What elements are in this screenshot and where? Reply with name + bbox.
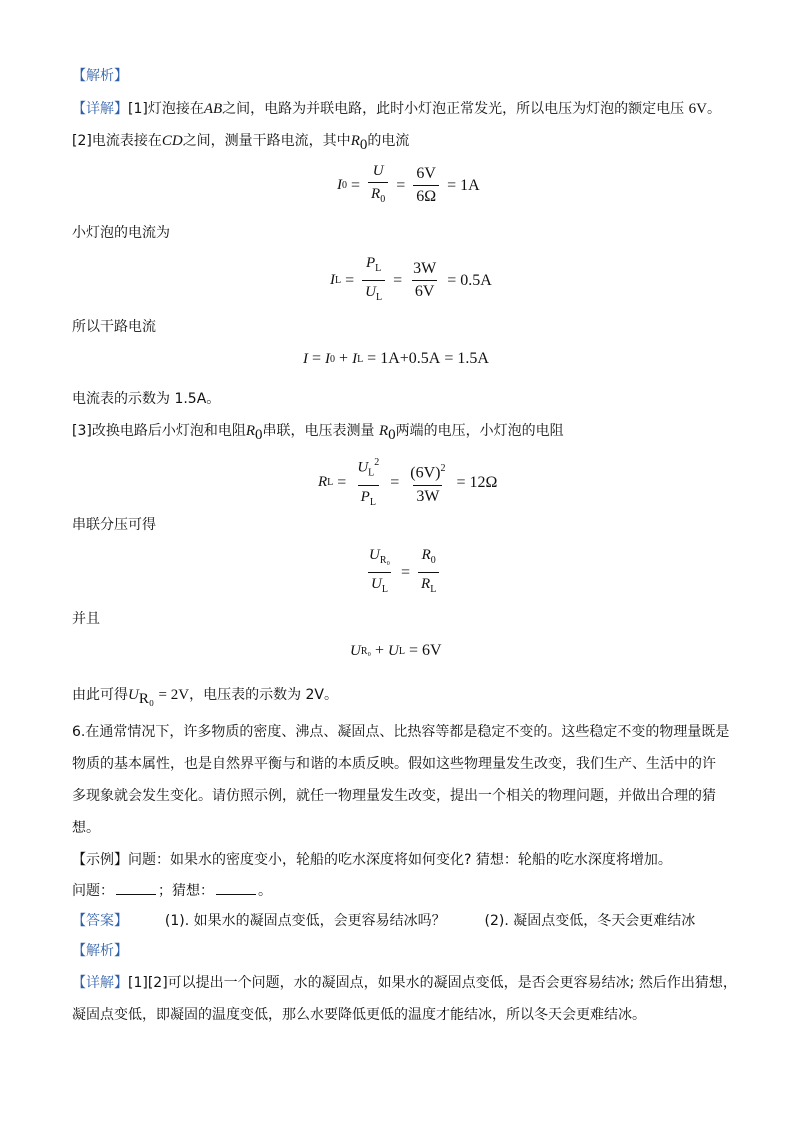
text-and: 并且: [72, 611, 100, 627]
answer-line: [72, 911, 695, 931]
text-series-divide: 串联分压可得: [72, 517, 156, 533]
analysis-label-2: 【解析】: [72, 943, 128, 959]
answer-2: (2). 凝固点变低，冬天会更难结冰: [484, 913, 696, 929]
question-6-line-3: 多现象就会发生变化。请仿照示例，就任一物理量发生改变，提出一个相关的物理问题，并做出合理的猜: [72, 788, 716, 804]
question-6-line-1: 6.在通常情况下，许多物质的密度、沸点、凝固点、比热容等都是稳定不变的。这些稳定不变的物理量既是: [72, 724, 730, 740]
text-lamp-current: 小灯泡的电流为: [72, 225, 170, 241]
text-voltmeter-reading: 由此可得$U_{R_0} = 2V$，电压表的示数为 2V。: [72, 687, 339, 707]
analysis-label-1: 【解析】: [72, 68, 128, 84]
text-main-current: 所以干路电流: [72, 319, 156, 335]
answer-1: (1). 如果水的凝固点变低，会更容易结冰吗？: [164, 913, 446, 929]
equation-sum-voltage: U R₀ + U L = 6V: [350, 642, 442, 659]
blank-guess: [216, 882, 256, 895]
detail-label-1: 【详解】: [72, 101, 128, 117]
equation-ratio: $\frac{U_{R_0}}{U_L}$ = $\frac{R_0}{R_L}$: [362, 546, 443, 599]
blank-question: [116, 882, 156, 895]
fill-blank-line: 问题： ；猜想： 。: [72, 883, 272, 899]
question-6-line-4: 想。: [72, 820, 100, 836]
detail-label-2: 【详解】: [72, 975, 128, 991]
detail-q6-line-1: 【详解】[1][2]可以提出一个问题，水的凝固点，如果水的凝固点变低，是否会更容易结冰; 然后作出猜想，: [72, 975, 737, 991]
equation-total-current: I = I 0 + I L = 1A+0.5A = 1.5A: [303, 350, 489, 367]
detail-line-2: [2]电流表接在CD之间，测量干路电流，其中$R_0$的电流: [72, 133, 410, 153]
text-ammeter-reading: 电流表的示数为 1.5A。: [72, 391, 221, 407]
equation-i0: I 0 = $\frac{U}{R_0}$ = $\frac{6V}{6\Omega}$ = 1A: [337, 162, 480, 209]
equation-il: I L = $\frac{P_L}{U_L}$ = $\frac{3W}{6V}$ = 0.5A: [330, 254, 492, 307]
detail-q6-line-2: 凝固点变低，即凝固的温度变低，那么水要降低更低的温度才能结冰，所以冬天会更难结冰。: [72, 1007, 646, 1023]
question-6-line-2: 物质的基本属性，也是自然界平衡与和谐的本质反映。假如这些物理量发生改变，我们生产、生活中的许: [72, 756, 716, 772]
detail-line-3: [3]改换电路后小灯泡和电阻$R_0$串联，电压表测量 $R_0$两端的电压，小灯泡的电阻: [72, 423, 564, 443]
example-line: 【示例】问题：如果水的密度变小，轮船的吃水深度将如何变化? 猜想：轮船的吃水深度将增加。: [72, 852, 672, 868]
answer-label: 【答案】: [72, 913, 128, 929]
equation-rl: R L = $\frac{U_L^2}{P_L}$ = $\frac{(6V)^2}{3W}$ = 12Ω: [318, 454, 497, 512]
detail-line-1: 【详解】[1]灯泡接在AB之间，电路为并联电路，此时小灯泡正常发光，所以电压为灯泡的额定电压 6V。: [72, 101, 721, 117]
